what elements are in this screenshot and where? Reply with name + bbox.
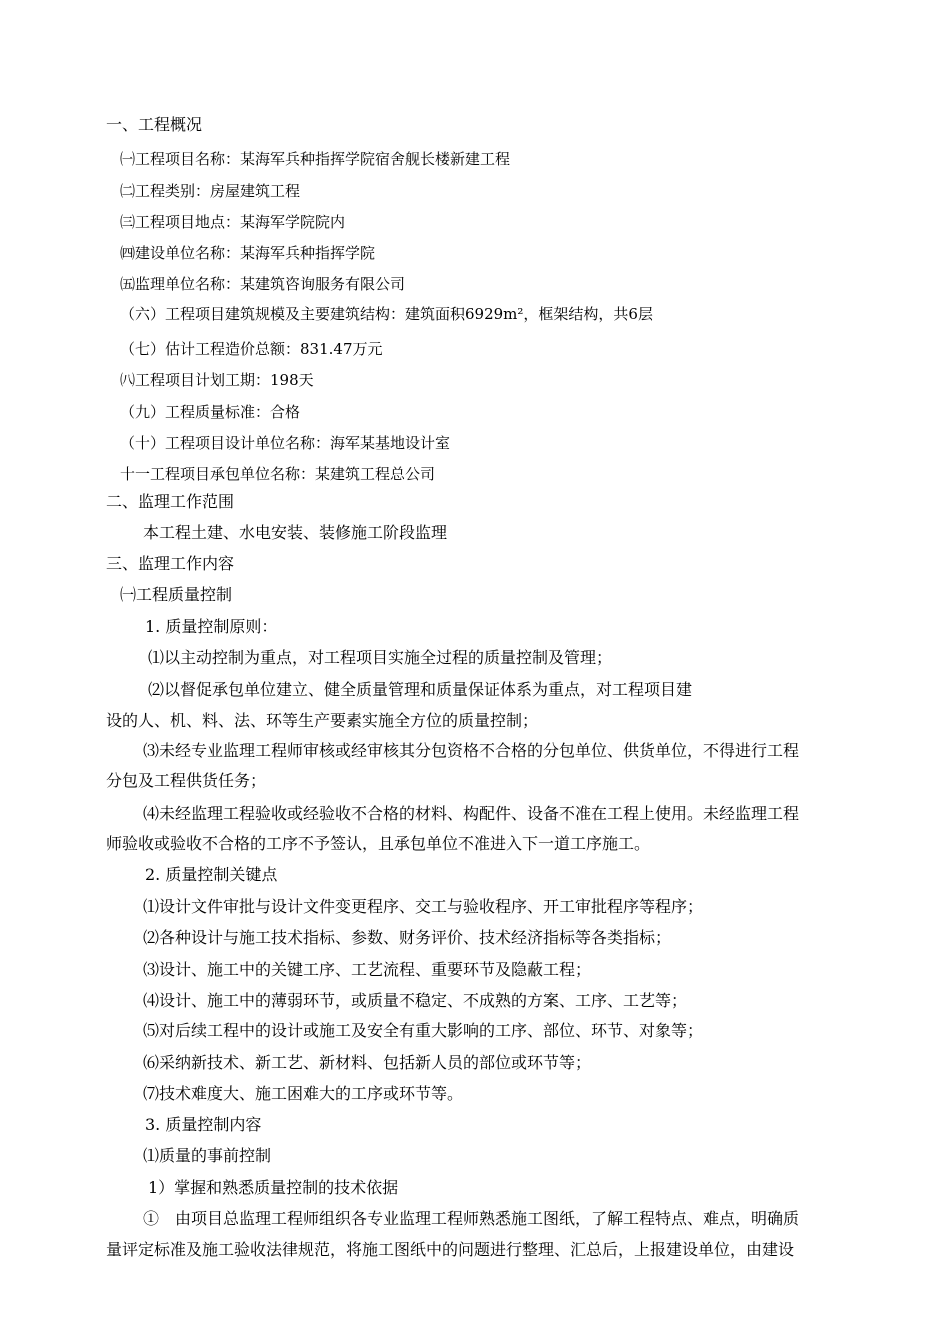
paragraph-line: ⑷未经监理工程验收或经验收不合格的材料、构配件、设备不准在工程上使用。未经监理工程 <box>143 804 800 823</box>
paragraph-line: 量评定标准及施工验收法律规范，将施工图纸中的问题进行整理、汇总后，上报建设单位，由建设 <box>106 1240 795 1259</box>
section-heading: 三、监理工作内容 <box>106 554 235 573</box>
overview-item: ㈣建设单位名称：某海军兵种指挥学院 <box>120 244 376 262</box>
overview-item: ㈢工程项目地点：某海军学院院内 <box>120 213 346 231</box>
paragraph-line: ⑶未经专业监理工程师审核或经审核其分包资格不合格的分包单位、供货单位，不得进行工程 <box>143 741 800 760</box>
overview-item: ㈧工程项目计划工期：198天 <box>120 371 314 389</box>
paragraph-line: 本工程土建、水电安装、装修施工阶段监理 <box>143 523 448 542</box>
paragraph-line: 设的人、机、料、法、环等生产要素实施全方位的质量控制； <box>106 711 539 730</box>
subsection-heading: ㈠工程质量控制 <box>120 585 233 604</box>
paragraph-line: ⑵以督促承包单位建立、健全质量管理和质量保证体系为重点，对工程项目建 <box>148 680 693 699</box>
overview-item: ㈤监理单位名称：某建筑咨询服务有限公司 <box>120 275 406 293</box>
overview-item: （九）工程质量标准：合格 <box>120 403 301 421</box>
list-item: ⑵各种设计与施工技术指标、参数、财务评价、技术经济指标等各类指标； <box>143 928 672 947</box>
subsection-title: 1. 质量控制原则： <box>145 617 278 636</box>
subsection-title: 2. 质量控制关键点 <box>145 865 278 884</box>
overview-item: （六）工程项目建筑规模及主要建筑结构：建筑面积6929m²，框架结构，共6层 <box>120 305 653 323</box>
paragraph-line: 分包及工程供货任务； <box>106 771 267 790</box>
subsection-title: ⑴质量的事前控制 <box>143 1146 272 1165</box>
list-item: ⑸对后续工程中的设计或施工及安全有重大影响的工序、部位、环节、对象等； <box>143 1021 704 1040</box>
overview-item: 十一工程项目承包单位名称：某建筑工程总公司 <box>120 465 436 483</box>
list-item: ⑹采纳新技术、新工艺、新材料、包括新人员的部位或环节等； <box>143 1053 592 1072</box>
list-item: ⑶设计、施工中的关键工序、工艺流程、重要环节及隐蔽工程； <box>143 960 592 979</box>
paragraph-line: ① 由项目总监理工程师组织各专业监理工程师熟悉施工图纸，了解工程特点、难点，明确质 <box>143 1209 800 1228</box>
section-heading: 一、工程概况 <box>106 115 203 134</box>
section-heading: 二、监理工作范围 <box>106 492 235 511</box>
overview-item: ㈡工程类别：房屋建筑工程 <box>120 182 301 200</box>
subsection-title: 1）掌握和熟悉质量控制的技术依据 <box>148 1178 399 1197</box>
paragraph-line: 师验收或验收不合格的工序不予签认，且承包单位不准进入下一道工序施工。 <box>106 834 651 853</box>
list-item: ⑺技术难度大、施工困难大的工序或环节等。 <box>143 1084 464 1103</box>
list-item: ⑷设计、施工中的薄弱环节，或质量不稳定、不成熟的方案、工序、工艺等； <box>143 991 688 1010</box>
overview-item: ㈠工程项目名称：某海军兵种指挥学院宿舍舰长楼新建工程 <box>120 150 511 168</box>
overview-item: （十）工程项目设计单位名称：海军某基地设计室 <box>120 434 451 452</box>
subsection-title: 3. 质量控制内容 <box>145 1115 262 1134</box>
paragraph-line: ⑴以主动控制为重点，对工程项目实施全过程的质量控制及管理； <box>148 648 613 667</box>
overview-item: （七）估计工程造价总额：831.47万元 <box>120 340 383 358</box>
list-item: ⑴设计文件审批与设计文件变更程序、交工与验收程序、开工审批程序等程序； <box>143 897 704 916</box>
